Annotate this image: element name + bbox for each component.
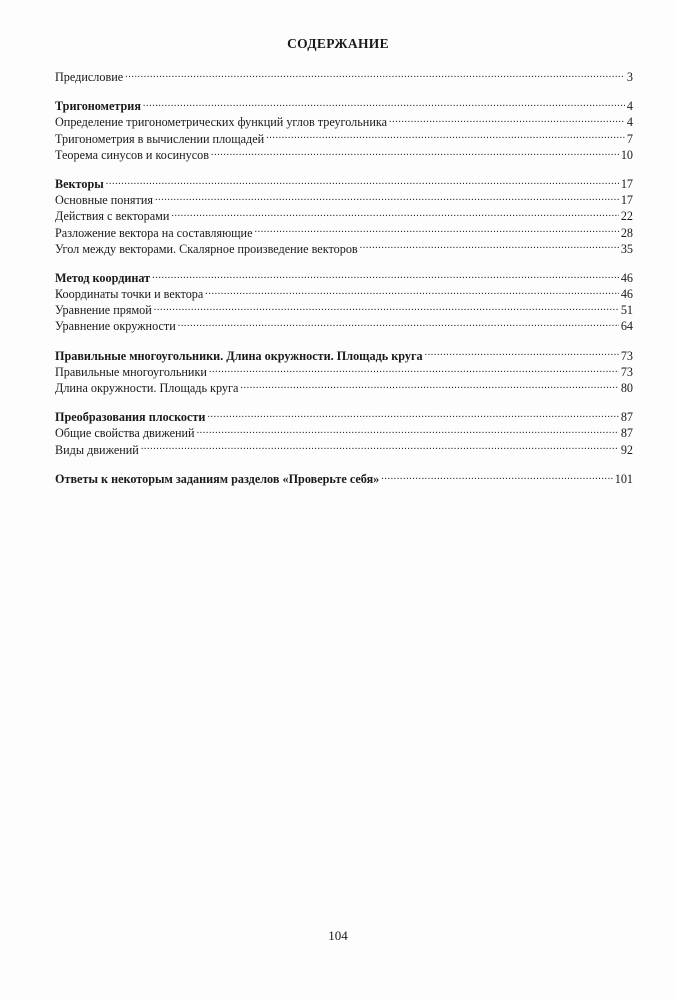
toc-entry-page: 17 <box>620 176 633 191</box>
toc-entry <box>55 208 633 224</box>
dot-leader <box>255 225 619 237</box>
toc-section <box>55 409 633 458</box>
toc-entry <box>55 318 633 334</box>
toc-entry-label: Разложение вектора на составляющие <box>55 225 253 240</box>
toc-entry-label: Уравнение прямой <box>55 303 152 318</box>
toc-entry-page: 4 <box>626 99 633 114</box>
toc-entry <box>55 364 633 380</box>
dot-leader <box>171 208 618 220</box>
toc-entry <box>55 302 633 318</box>
toc-entry-page: 80 <box>620 381 633 395</box>
toc-chapter-entry <box>55 98 633 114</box>
toc-entry-label: Преобразования плоскости <box>55 410 206 425</box>
dot-leader <box>197 425 619 437</box>
toc-entry-page: 46 <box>620 270 633 285</box>
toc-entry <box>55 147 633 163</box>
toc-entry-page: 73 <box>620 364 633 379</box>
toc-entry-label: Определение тригонометрических функций углов треугольника <box>55 115 388 130</box>
toc-section <box>55 176 633 257</box>
table-of-contents <box>55 69 633 500</box>
dot-leader <box>425 348 619 360</box>
toc-entry-page: 7 <box>626 131 633 146</box>
dot-leader <box>211 147 619 159</box>
toc-section <box>55 98 633 163</box>
toc-entry-page: 92 <box>620 442 633 457</box>
toc-entry-label: Основные понятия <box>55 193 153 208</box>
toc-entry-label: Виды движений <box>55 442 139 457</box>
toc-entry-label: Ответы к некоторым заданиям разделов «Проверьте себя» <box>55 471 380 486</box>
dot-leader <box>360 241 619 253</box>
toc-entry-page: 22 <box>620 209 633 224</box>
toc-entry-page: 73 <box>620 348 633 363</box>
page-number: 104 <box>328 928 348 943</box>
toc-entry <box>55 114 633 130</box>
toc-chapter-entry <box>55 270 633 286</box>
toc-entry-page: 4 <box>626 115 633 130</box>
dot-leader <box>178 318 619 330</box>
toc-entry-page: 10 <box>620 147 633 162</box>
toc-entry-label: Координаты точки и вектора <box>55 287 204 302</box>
toc-entry <box>55 425 633 441</box>
toc-section <box>55 270 633 335</box>
toc-chapter-entry <box>55 409 633 425</box>
toc-entry <box>55 192 633 208</box>
page-title: СОДЕРЖАНИЕ <box>287 36 389 51</box>
toc-entry-label: Угол между векторами. Скалярное произведение векторов <box>55 241 358 256</box>
dot-leader <box>381 471 612 483</box>
toc-entry-label: Предисловие <box>55 70 124 84</box>
dot-leader <box>207 409 618 421</box>
toc-chapter-entry <box>55 176 633 192</box>
dot-leader <box>106 176 619 188</box>
dot-leader <box>125 69 625 81</box>
toc-section <box>55 348 633 397</box>
toc-entry-label: Общие свойства движений <box>55 426 195 441</box>
toc-entry-label: Теорема синусов и косинусов <box>55 147 209 162</box>
dot-leader <box>155 192 619 204</box>
toc-entry <box>55 225 633 241</box>
dot-leader <box>209 364 619 376</box>
toc-entry-page: 46 <box>620 287 633 302</box>
toc-entry-label: Метод координат <box>55 270 151 285</box>
toc-entry-label: Уравнение окружности <box>55 319 176 334</box>
toc-entry-label: Тригонометрия <box>55 99 141 114</box>
toc-entry-page: 35 <box>620 241 633 256</box>
toc-entry-page: 87 <box>620 426 633 441</box>
toc-entry <box>55 241 633 257</box>
toc-entry-page: 64 <box>620 319 633 334</box>
dot-leader <box>154 302 619 314</box>
dot-leader <box>266 131 625 143</box>
toc-entry-label: Правильные многоугольники <box>55 364 207 379</box>
toc-entry-page: 101 <box>614 471 633 486</box>
dot-leader <box>240 380 618 392</box>
toc-entry <box>55 442 633 458</box>
toc-entry-label: Действия с векторами <box>55 209 170 224</box>
toc-entry <box>55 131 633 147</box>
toc-entry-page: 28 <box>620 225 633 240</box>
toc-entry-page: 51 <box>620 303 633 318</box>
toc-section <box>55 69 633 85</box>
toc-entry-page: 3 <box>626 70 633 84</box>
toc-entry-label: Векторы <box>55 176 104 191</box>
dot-leader <box>152 270 619 282</box>
toc-chapter-entry <box>55 348 633 364</box>
toc-chapter-entry <box>55 471 633 487</box>
dot-leader <box>389 114 625 126</box>
dot-leader <box>143 98 625 110</box>
dot-leader <box>205 286 619 298</box>
dot-leader <box>141 442 619 454</box>
toc-entry-label: Длина окружности. Площадь круга <box>55 381 239 395</box>
toc-entry <box>55 286 633 302</box>
toc-entry-label: Тригонометрия в вычислении площадей <box>55 131 265 146</box>
toc-entry <box>55 380 633 396</box>
toc-section <box>55 471 633 487</box>
toc-entry <box>55 69 633 85</box>
toc-entry-page: 87 <box>620 410 633 425</box>
toc-entry-page: 17 <box>620 193 633 208</box>
toc-entry-label: Правильные многоугольники. Длина окружности. Площадь круга <box>55 348 423 363</box>
